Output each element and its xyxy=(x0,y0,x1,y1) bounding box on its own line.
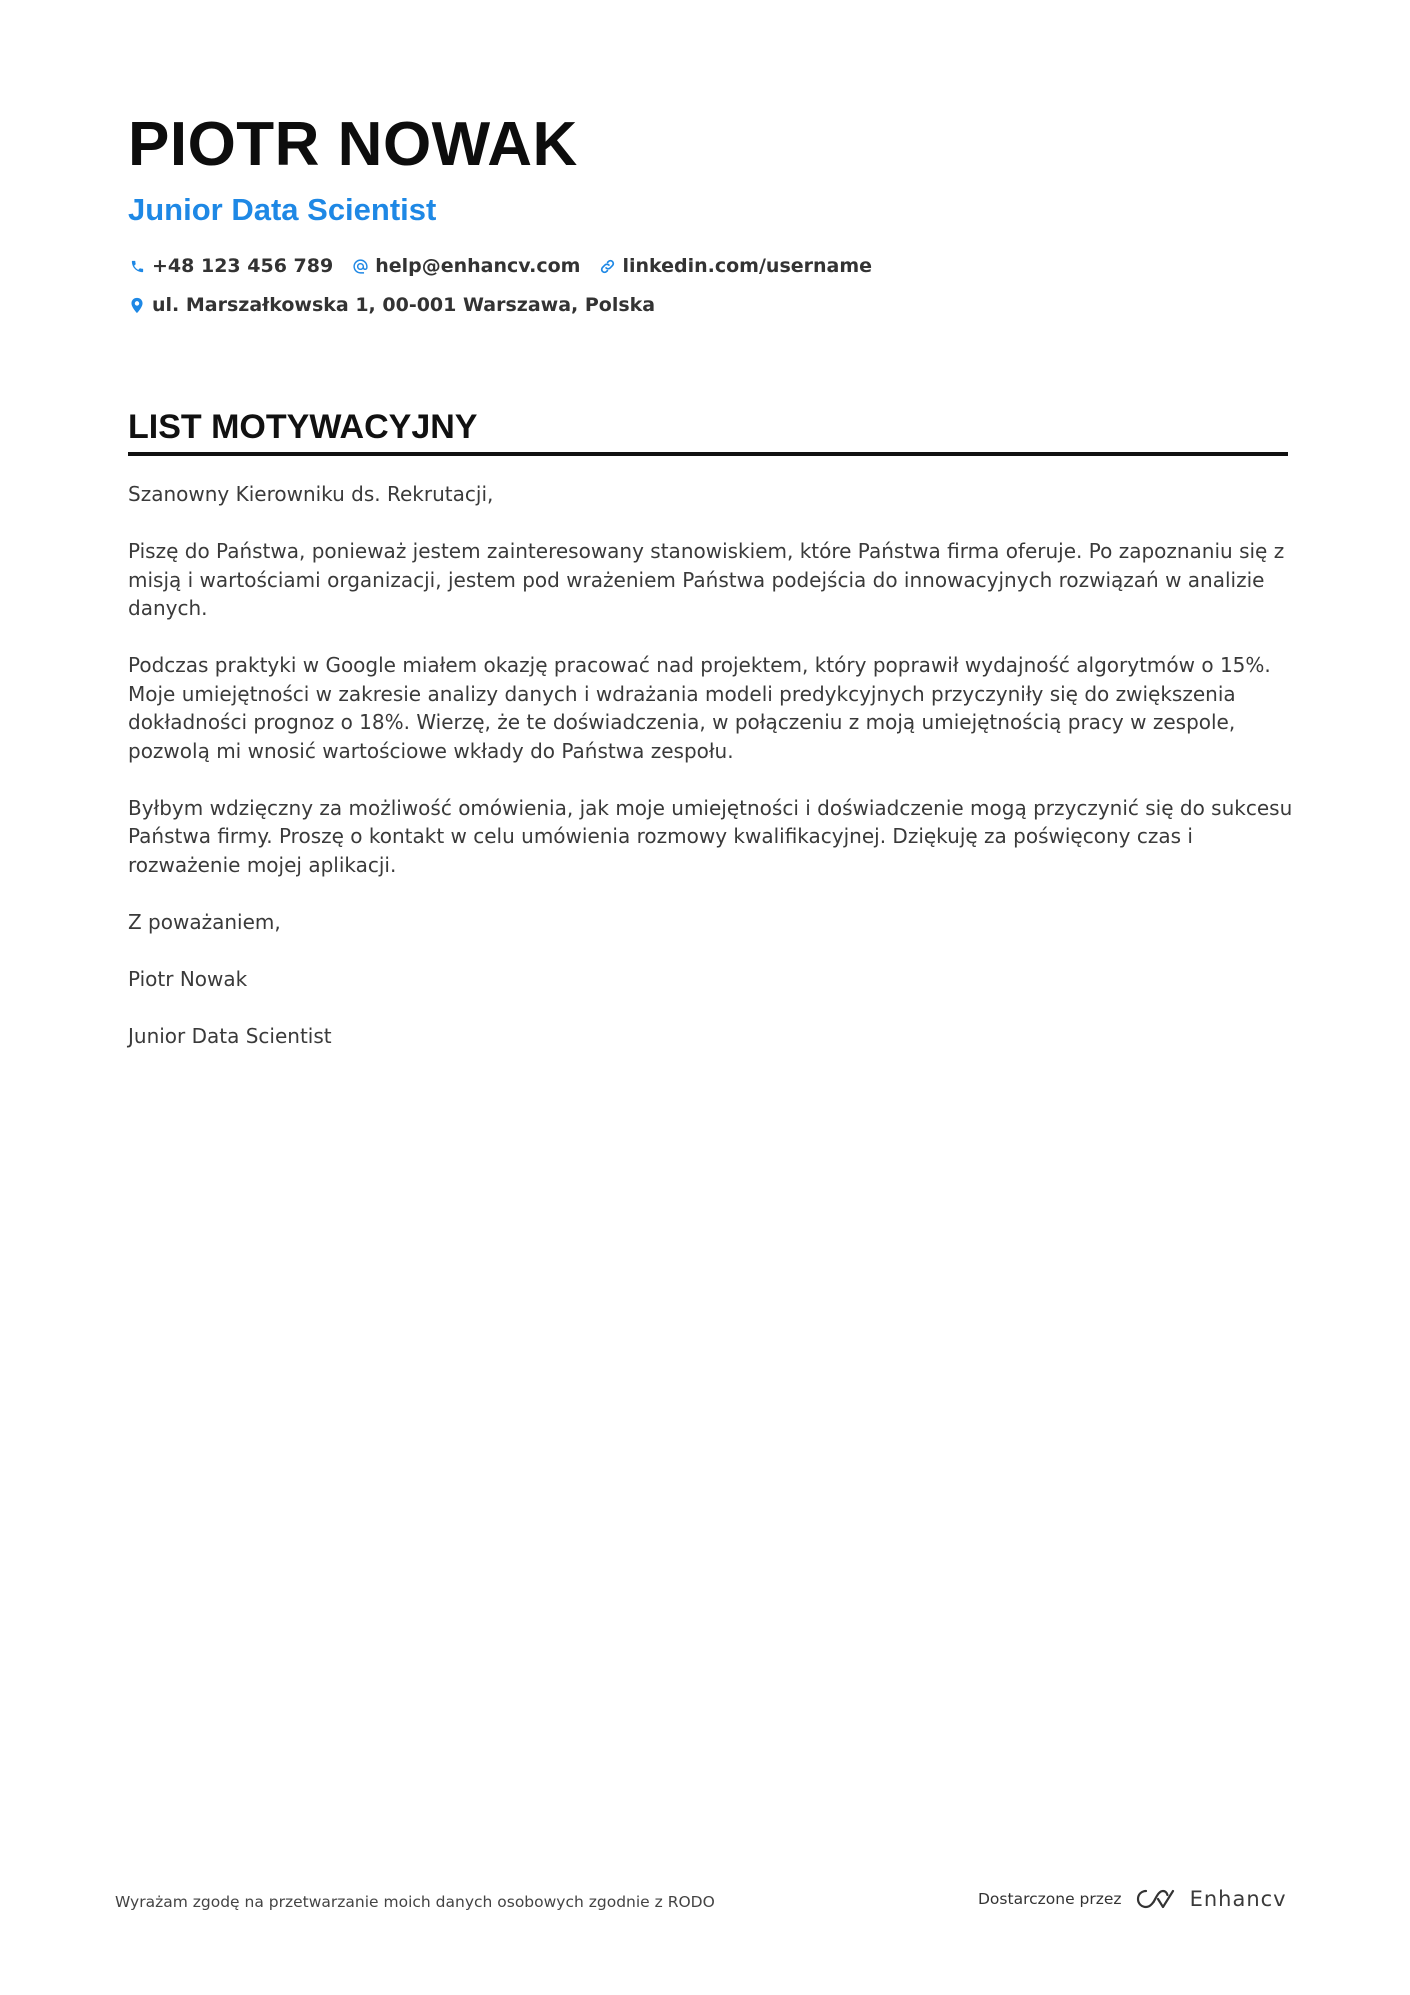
section-header xyxy=(128,406,1288,456)
candidate-name: PIOTR NOWAK xyxy=(128,110,578,179)
closing: Z poważaniem, xyxy=(128,909,281,934)
email-text: help@enhancv.com xyxy=(375,255,581,277)
section-title: LIST MOTYWACYJNY xyxy=(128,408,478,446)
link-text: linkedin.com/username xyxy=(622,255,873,277)
job-title: Junior Data Scientist xyxy=(128,192,437,227)
signature-title: Junior Data Scientist xyxy=(128,1023,332,1048)
contact-phone xyxy=(128,255,333,277)
header xyxy=(128,108,1288,319)
contact-row xyxy=(128,252,1288,280)
footer-brand xyxy=(978,1886,1287,1912)
contact-row-address xyxy=(128,291,1288,319)
contact-address xyxy=(128,294,655,316)
location-pin-icon xyxy=(128,296,146,314)
phone-text: +48 123 456 789 xyxy=(152,255,334,277)
enhancv-logo-icon xyxy=(1134,1886,1180,1912)
letter-paragraph: Byłbym wdzięczny za możliwość omówienia, jak moje umiejętności i doświadczenie mogą przyczynić się do sukcesu Państwa firmy. Proszę o kontakt w celu umówienia rozmowy kwalifikacyjnej. Dziękuję za poświęcony czas i rozważenie mojej aplikacji. xyxy=(128,795,1293,877)
letter-paragraph: Podczas praktyki w Google miałem okazję pracować nad projektem, który poprawił wydajność algorytmów o 15%. Moje umiejętności w zakresie analizy danych i wdrażania modeli predykcyjnych przyczyniły się do zwiększenia dokładności prognoz o 18%. Wierzę, że te doświadczenia, w połączeniu z moją umiejętnością pracy w zespole, pozwolą mi wnosić wartościowe wkłady do Państwa zespołu. xyxy=(128,653,1271,763)
phone-icon xyxy=(128,257,146,275)
signature-name: Piotr Nowak xyxy=(128,966,248,991)
letter-paragraph: Piszę do Państwa, ponieważ jestem zainteresowany stanowiskiem, które Państwa firma oferuje. Po zapoznaniu się z misją i wartościami organizacji, jestem pod wrażeniem Państwa podejścia do innowacyjnych rozwiązań w analizie danych. xyxy=(128,539,1285,620)
gdpr-consent: Wyrażam zgodę na przetwarzanie moich danych osobowych zgodnie z RODO xyxy=(115,1893,715,1911)
brand-prefix: Dostarczone przez xyxy=(978,1890,1122,1908)
contact-email xyxy=(351,255,580,277)
brand-name: Enhancv xyxy=(1189,1887,1287,1911)
contact-link xyxy=(598,255,872,277)
letter-body xyxy=(128,480,1296,1079)
link-icon xyxy=(598,257,616,275)
salutation: Szanowny Kierowniku ds. Rekrutacji, xyxy=(128,482,494,506)
at-icon xyxy=(351,257,369,275)
address-text: ul. Marszałkowska 1, 00-001 Warszawa, Polska xyxy=(152,294,656,316)
section-divider xyxy=(128,452,1288,456)
